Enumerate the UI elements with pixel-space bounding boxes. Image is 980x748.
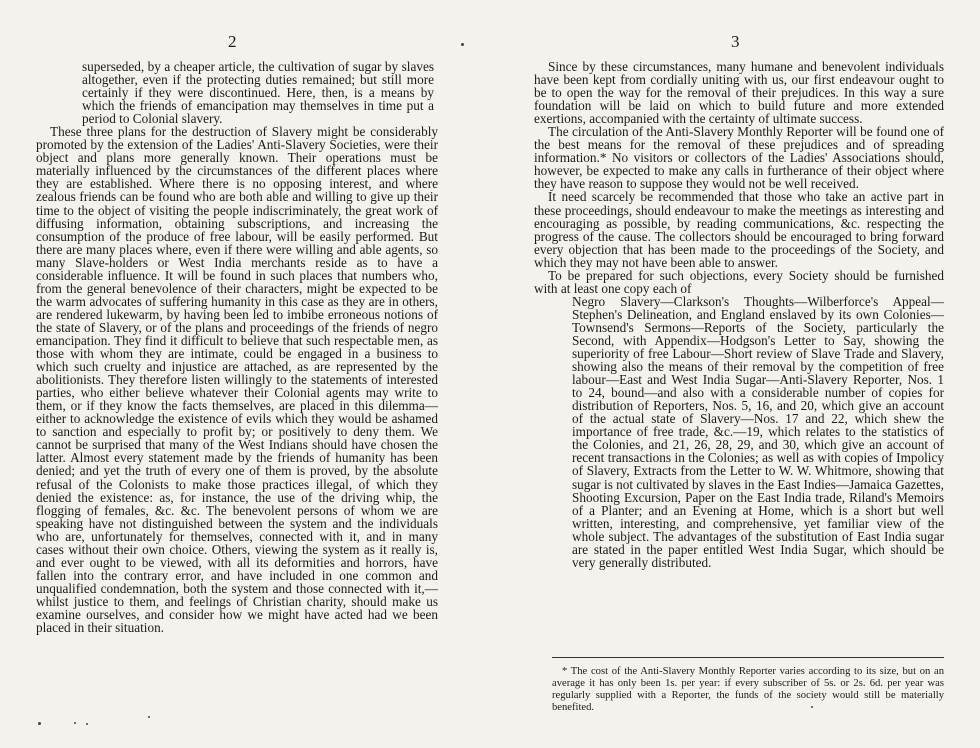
book-list-text: Negro Slavery—Clarkson's Thoughts—Wilberforce's Appeal—Stephen's Delineation, and England enslaved by its own Colonies—Townsend's Sermons—Reports of the Society, particularly the Second, with Appendix—Hodgson's Letter to Say, showing the superiority of free Labour—Short review of Slave Trade and Slavery, showing also the means of their removal by the competition of free labour—East and West India Sugar—Anti-Slavery Reporter, Nos. 1 to 24, bound—and also with a considerable number of copies for distribution of Reporters, Nos. 5, 16, and 20, which give an account of the actual state of Slavery—Nos. 17 and 22, which shew the importance of free trade, &c.—19, which relates to the statistics of the Colonies, and 21, 26, 28, 29, and 30, which give an account of recent transactions in the Colonies; as well as with copies of Impolicy of Slavery, Extracts from the Letter to W. W. Whitmore, showing that sugar is not cultivated by slaves in the East Indies—Jamaica Gazettes, Shooting Excursion, Paper on the East India trade, Riland's Memoirs of a Planter; and an Evening at Home, which is a short but well written, interesting, and comprehensive, yet familiar view of the whole subject. The advantages of the substitution of East India sugar are stated in the paper entitled West India Sugar, which should be very generally distributed.	[572, 293, 944, 570]
paragraph-monthly-reporter: The circulation of the Anti-Slavery Monthly Reporter will be found one of the best means for the removal of these prejudices and of spreading information.* No visitors or collectors of the Ladies' Associations should, however, be expected to make any calls in furtherance of their object where they have reason to suppose they would not be well received.	[534, 124, 944, 192]
left-page-body	[36, 60, 438, 634]
paragraph-objections: To be prepared for such objections, every Society should be furnished with at least one copy each of	[534, 267, 944, 296]
right-page-body	[534, 60, 944, 569]
footnote-text: * The cost of the Anti-Slavery Monthly Reporter varies according to its size, but on an average it has only been 1s. per year: if every subscriber of 5s. or 2s. 6d. per year was regularly supplied with a Reporter, the funds of the society would still be materially benefited.	[552, 666, 944, 714]
gutter-mark	[461, 43, 464, 46]
print-speck	[148, 716, 150, 718]
page-number-left: 2	[228, 32, 237, 51]
print-speck	[74, 722, 76, 724]
print-speck	[38, 722, 41, 725]
paragraph-circumstances: Since by these circumstances, many humane and benevolent individuals have been kept from cordially uniting with us, our first endeavour ought to be to open the way for the removal of their prejudices. In this way a sure foundation will be laid on which to build future and more extended exertions, accompanied with the certainty of ultimate success.	[534, 59, 944, 127]
print-speck	[811, 706, 813, 708]
footnote	[552, 666, 944, 714]
paragraph-ladies-societies: These three plans for the destruction of Slavery might be considerably promoted by the extension of the Ladies' Anti-Slavery Societies, were their object and plans more generally known. Their operations must be materially influenced by the circumstances of the different places where they are established. Where there is no opposing interest, and where zealous friends can be found who are both able and willing to give up their time to the object of visiting the people indiscriminately, the great work of diffusing information, obtaining subscriptions, and increasing the consumption of the produce of free labour, will be easily performed. But there are many places where, even if there were willing and able agents, so many Slave-holders or West India merchants reside as to have a considerable influence. It will be found in such places that numbers who, from the general benevolence of their characters, might be expected to be the warm advocates of suffering humanity in this case as they are in others, are rendered lukewarm, by having been led to imbibe erroneous notions of the state of Slavery, or of the plans and proceedings of the friends of negro emancipation. They find it difficult to believe that such respectable men, as those with whom they are intimate, could be engaged in a business to which such cruelty and injustice are attached, as are represented by the abolitionists. They therefore listen willingly to the statements of interested parties, who either believe whatever their Colonial agents may write to them, or if they know the facts themselves, are placed in this dilemma—either to acknowledge the existence of evils which they would be ashamed to sanction and especially to profit by; or positively to deny them. We cannot be surprised that many of the West Indians should have chosen the latter. Almost every statement made by the friends of humanity has been denied; and yet the truth of every one of them is proved, by the absolute refusal of the Colonists to make those practices illegal, of which they denied the existence: as, for instance, the use of the driving whip, the flogging of females, &c. &c. The benevolent persons of whom we are speaking have not distinguished between the system and the individuals who are, unfortunately for themselves, connected with it, and in many cases without their own choice. Others, viewing the system as it really is, and ever ought to be viewed, with all its deformities and horrors, have fallen into the contrary error, and have included in one common and unqualified condemnation, both the system and those connected with it,—whilst justice to them, and feelings of Christian charity, should make us examine ourselves, and consider how we might have acted had we been placed in their situation.	[36, 124, 438, 636]
print-speck	[86, 723, 88, 725]
page-number-right: 3	[731, 32, 740, 51]
recommended-books-list	[534, 295, 944, 569]
paragraph-continued: superseded, by a cheaper article, the cultivation of sugar by slaves altogether, even if the protecting duties remained; but still more certainly if they were discontinued. Here, then, is a means by which the friends of emancipation may themselves in time put a period to Colonial slavery.	[82, 59, 434, 127]
footnote-divider	[552, 657, 944, 658]
paragraph-proceedings: It need scarcely be recommended that those who take an active part in these proceedings, should endeavour to make the meetings as interesting and encouraging as possible, by reading communications, &c. respecting the progress of the cause. The collectors should be encouraged to bring forward every objection that has been made to the proceedings of the Society, and which they may not have been able to answer.	[534, 189, 944, 270]
